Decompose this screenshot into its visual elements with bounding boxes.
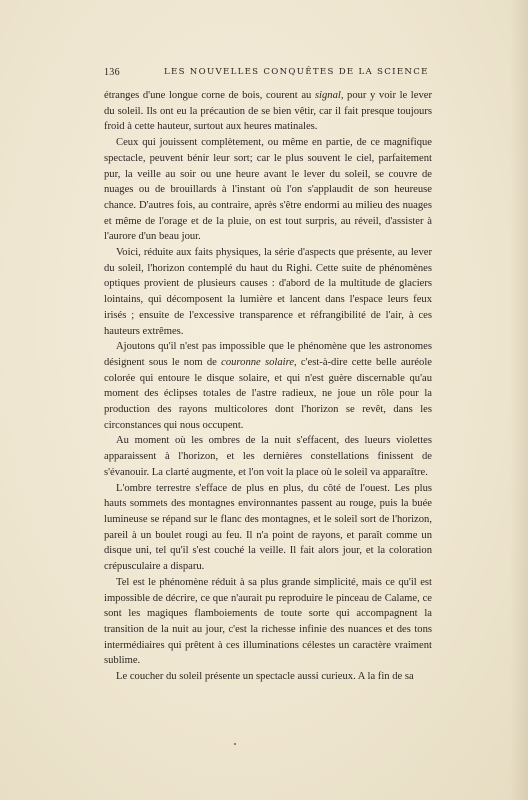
paragraph-1: étranges d'une longue corne de bois, courent au signal, pour y voir le lever du soleil. Ils ont eu la précaution de se bien vêtir, car il fait presque toujours froid à cette hauteur, surtout aux heures matinales. xyxy=(104,90,432,133)
page-number: 136 xyxy=(104,67,120,78)
paragraph-8: Le coucher du soleil présente un spectacle aussi curieux. A la fin de sa xyxy=(116,671,414,683)
emphasis-signal: signal xyxy=(314,90,341,101)
paragraph-5: Au moment où les ombres de la nuit s'effacent, des lueurs violettes apparaissent à l'horizon, et les dernières constellations finissent de s'évanouir. La clarté augmente, et l'on voit la place où le soleil va apparaître. xyxy=(104,435,432,478)
paragraph-6: L'ombre terrestre s'efface de plus en plus, du côté de l'ouest. Les plus hauts sommets des montagnes environnantes passent au rouge, puis la buée lumineuse se répand sur le flanc des montagnes, et le soleil sort de l'horizon, pareil à un boulet rougi au feu. Il n'a point de rayons, et paraît comme un disque uni, tel qu'il s'est couché la veille. Il fait alors jour, et la coloration crépusculaire a disparu. xyxy=(104,482,432,573)
page-header xyxy=(104,67,432,81)
printer-mark xyxy=(234,743,236,745)
page-edge-shadow xyxy=(510,0,528,800)
paragraph-4: Ajoutons qu'il n'est pas impossible que le phénomène que les astronomes désignent sous le nom de couronne solaire, c'est-à-dire cette belle auréole colorée qui entoure le disque solaire, et qui n'est guère discernable qu'au moment des éclipses totales de l'astre radieux, ne joue un rôle pour la production des rayons multicolores dont l'horizon se revêt, dans les circonstances qui nous occupent. xyxy=(104,341,432,431)
paragraph-2: Ceux qui jouissent complètement, ou même en partie, de ce magnifique spectacle, peuvent bénir leur sort; car le plus souvent le ciel, parfaitement pur, la veille au soir ou une heure avant le lever du soleil, se couvre de nuages ou de brouillards à l'instant où l'on s'applaudit de son heureuse chance. D'autres fois, au contraire, après s'être endormi au milieu des nuages et même de l'orage et de la pluie, on est tout surpris, au réveil, d'assister à l'aurore d'un beau jour. xyxy=(104,137,432,243)
running-title: LES NOUVELLES CONQUÊTES DE LA SCIENCE xyxy=(164,67,429,77)
emphasis-couronne-solaire: couronne solaire xyxy=(221,356,295,368)
body-text xyxy=(104,88,432,685)
paragraph-7: Tel est le phénomène réduit à sa plus grande simplicité, mais ce qu'il est impossible de décrire, ce que n'aurait pu reproduire le pinceau de Calame, ce sont les magiques flamboiements de toute sorte qui accompagnent la transition de la nuit au jour, c'est la richesse infinie des nuances et des tons intermédiaires qui prêtent à ces illuminations célestes un caractère vraiment sublime. xyxy=(104,576,432,667)
paragraph-3: Voici, réduite aux faits physiques, la série d'aspects que présente, au lever du soleil, l'horizon contemplé du haut du Righi. Cette suite de phénomènes optiques provient de plusieurs causes : d'abord de la multitude de glaciers lointains, qui décomposent la lumière et lancent dans l'espace leurs feux irisés ; ensuite de l'excessive transparence et réfrangibilité de l'air, à ces hauteurs extrêmes. xyxy=(104,247,432,337)
